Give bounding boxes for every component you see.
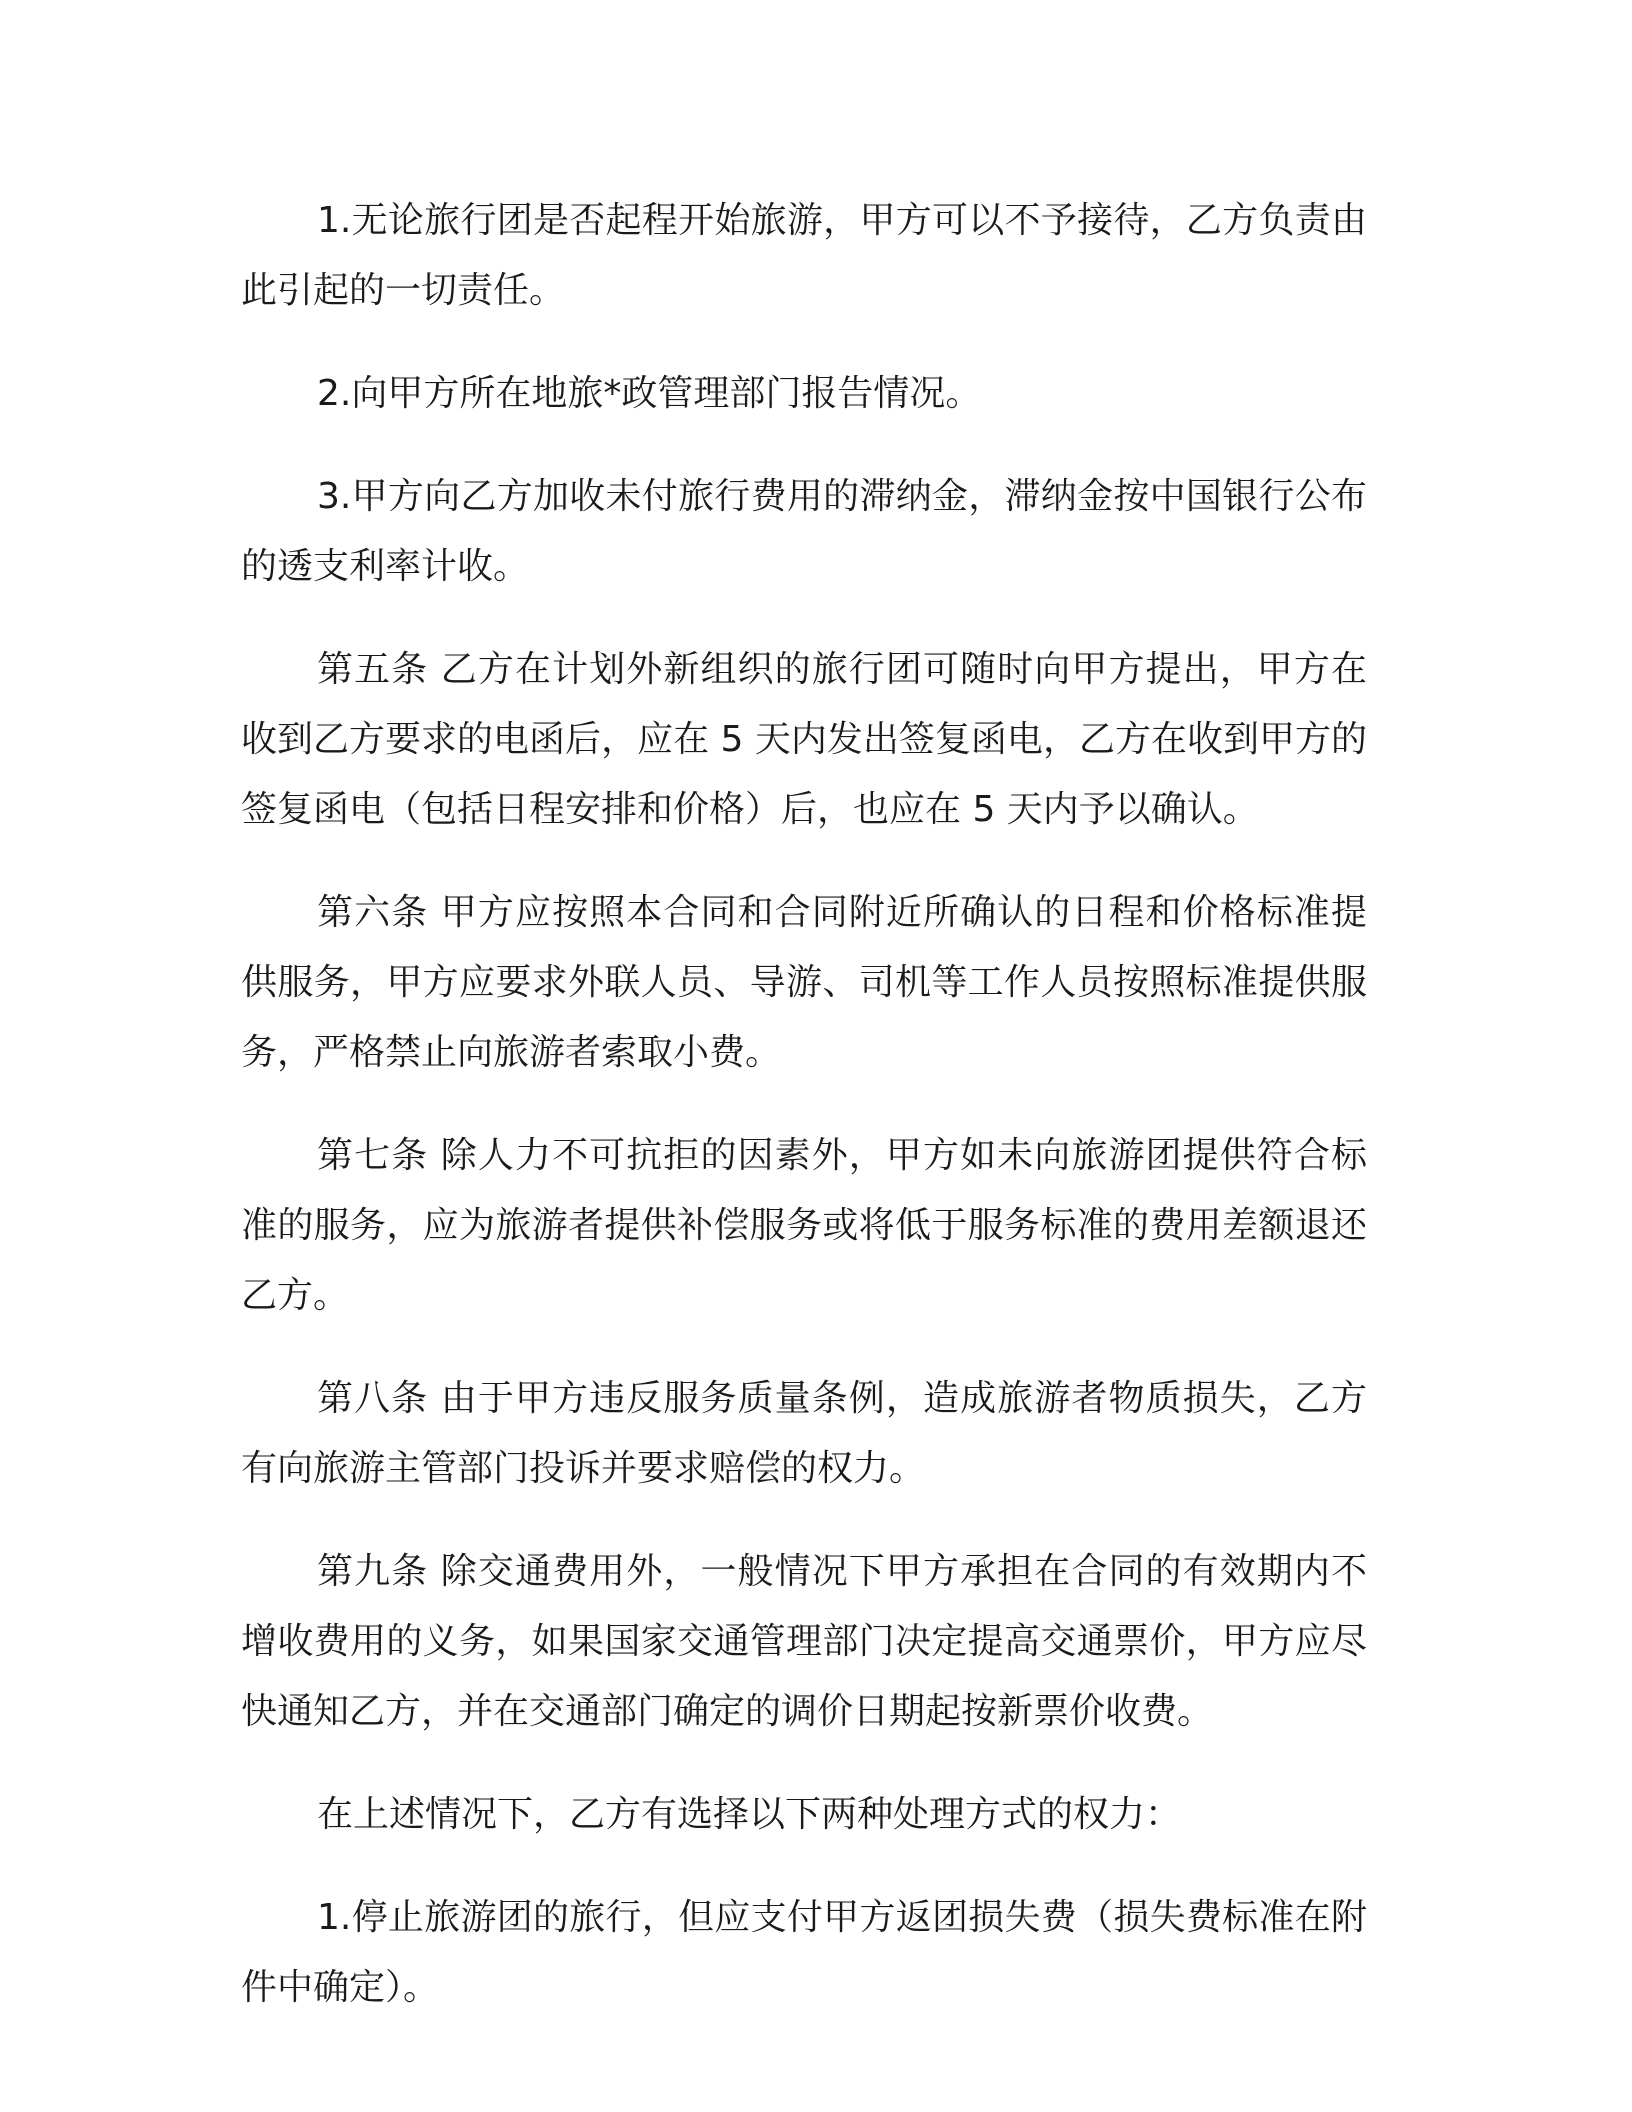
paragraph-article-5: 第五条 乙方在计划外新组织的旅行团可随时向甲方提出，甲方在收到乙方要求的电函后，应在 5 天内发出签复函电，乙方在收到甲方的签复函电（包括日程安排和价格）后，也应在 5 天内予以确认。 xyxy=(241,649,1367,830)
paragraph-article-6: 第六条 甲方应按照本合同和合同附近所确认的日程和价格标准提供服务，甲方应要求外联人员、导游、司机等工作人员按照标准提供服务，严格禁止向旅游者索取小费。 xyxy=(241,892,1367,1073)
paragraph-article-7: 第七条 除人力不可抗拒的因素外，甲方如未向旅游团提供符合标准的服务，应为旅游者提供补偿服务或将低于服务标准的费用差额退还乙方。 xyxy=(241,1135,1367,1316)
document-page xyxy=(241,186,1367,2056)
paragraph-options-intro: 在上述情况下，乙方有选择以下两种处理方式的权力： xyxy=(317,1794,1182,1835)
paragraph-clause-2: 2.向甲方所在地旅*政管理部门报告情况。 xyxy=(317,373,982,414)
paragraph-option-1: 1.停止旅游团的旅行，但应支付甲方返团损失费（损失费标准在附件中确定）。 xyxy=(241,1897,1367,2008)
paragraph-clause-1: 1.无论旅行团是否起程开始旅游，甲方可以不予接待，乙方负责由此引起的一切责任。 xyxy=(241,200,1367,311)
paragraph-clause-3: 3.甲方向乙方加收未付旅行费用的滞纳金，滞纳金按中国银行公布的透支利率计收。 xyxy=(241,476,1367,587)
paragraph-article-8: 第八条 由于甲方违反服务质量条例，造成旅游者物质损失，乙方有向旅游主管部门投诉并要求赔偿的权力。 xyxy=(241,1378,1367,1489)
paragraph-article-9: 第九条 除交通费用外，一般情况下甲方承担在合同的有效期内不增收费用的义务，如果国家交通管理部门决定提高交通票价，甲方应尽快通知乙方，并在交通部门确定的调价日期起按新票价收费。 xyxy=(241,1551,1367,1732)
